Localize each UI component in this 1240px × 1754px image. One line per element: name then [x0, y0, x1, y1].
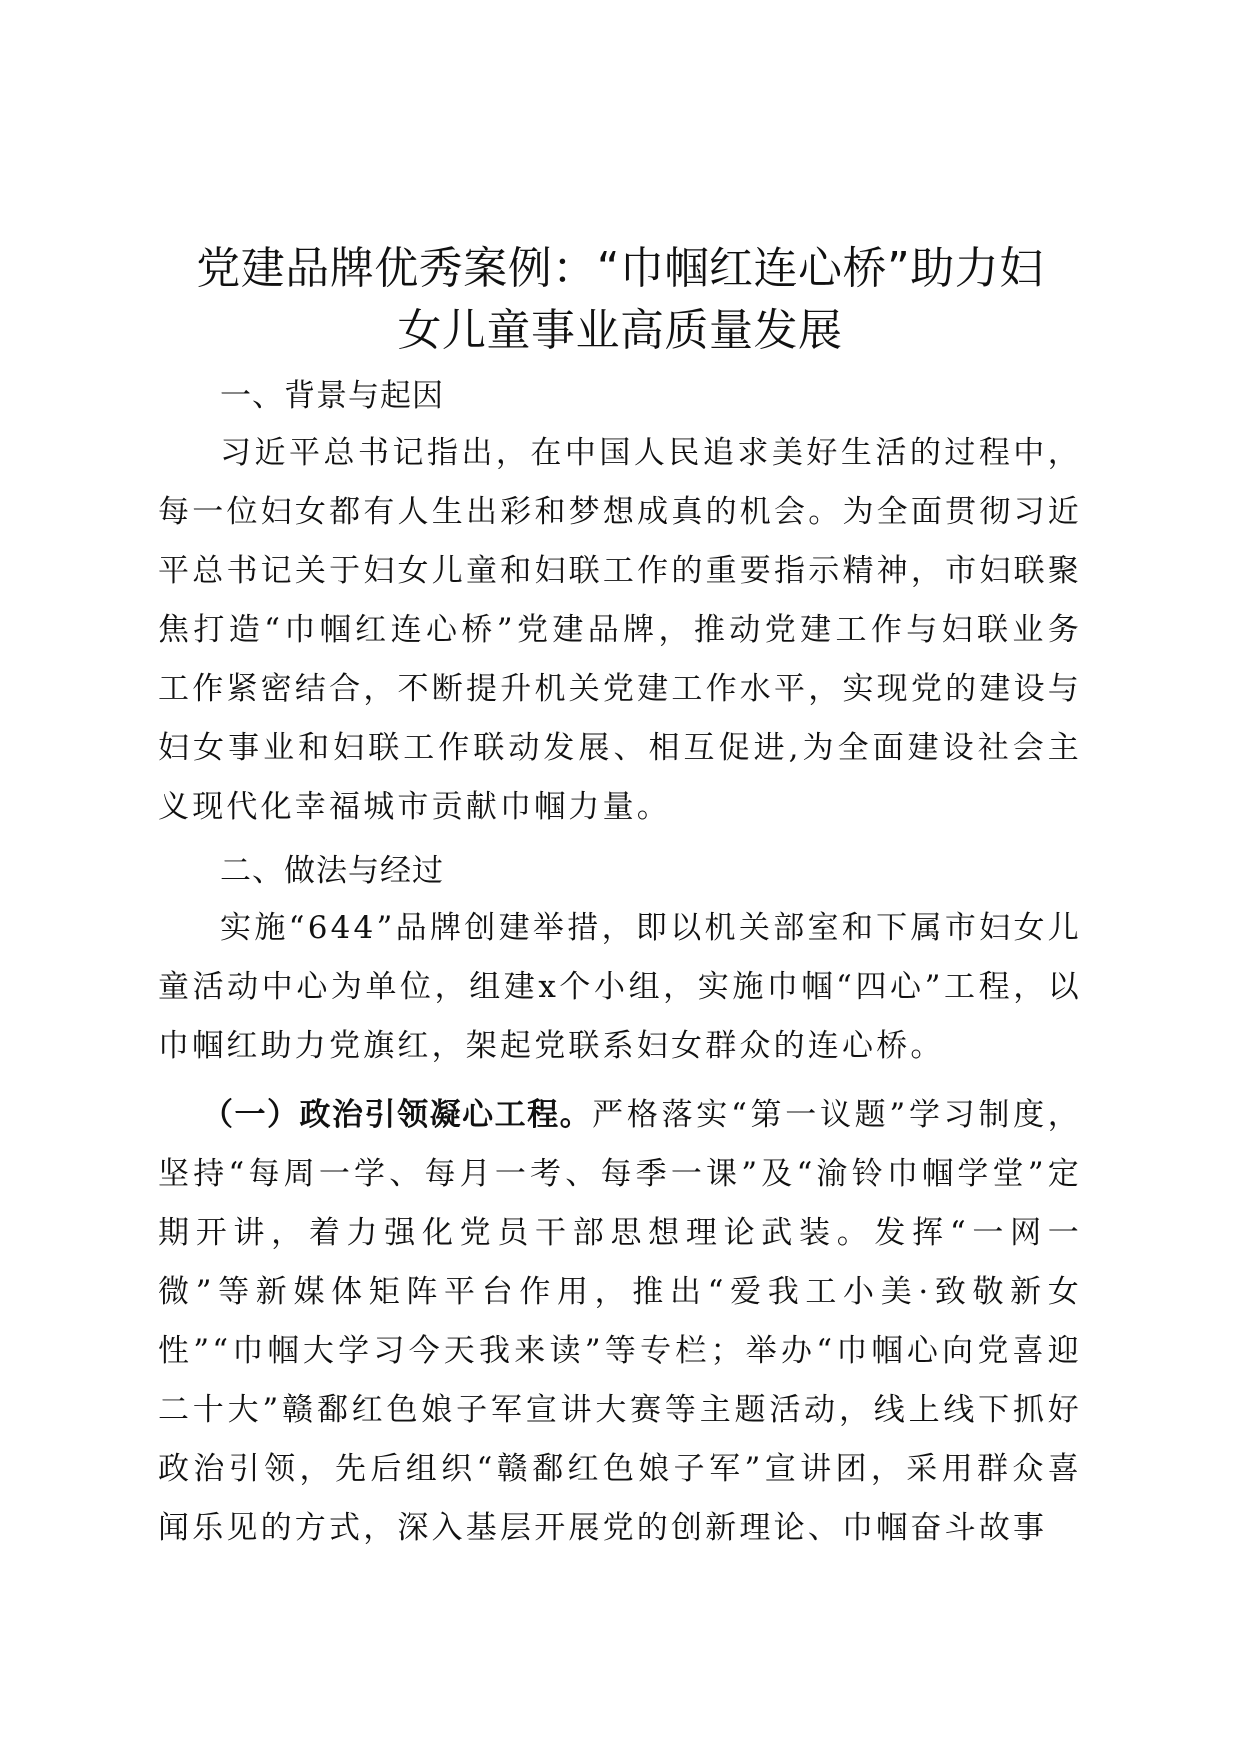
paragraph-political-guidance	[158, 1086, 1082, 1558]
paragraph-practice: 实施“644”品牌创建举措，即以机关部室和下属市妇女儿童活动中心为单位，组建x个小组，实施巾帼“四心”工程，以巾帼红助力党旗红，架起党联系妇女群众的连心桥。	[158, 910, 1082, 1064]
section-heading-practice: 二、做法与经过	[220, 853, 444, 889]
document-page	[158, 238, 1082, 1558]
title-line-2: 女儿童事业高质量发展	[397, 305, 843, 356]
subsection-text: 严格落实“第一议题”学习制度，坚持“每周一学、每月一考、每季一课”及“渝铃巾帼学堂”定期开讲，着力强化党员干部思想理论武装。发挥“一网一微”等新媒体矩阵平台作用，推出“爱我工小美·致敬新女性”“巾帼大学习今天我来读”等专栏；举办“巾帼心向党喜迎二十大”赣鄱红色娘子军宣讲大赛等主题活动，线上线下抓好政治引领，先后组织“赣鄱红色娘子军”宣讲团，采用群众喜闻乐见的方式，深入基层开展党的创新理论、巾帼奋斗故事	[158, 1097, 1082, 1546]
section-heading-background: 一、背景与起因	[220, 378, 444, 414]
paragraph-background: 习近平总书记指出，在中国人民追求美好生活的过程中，每一位妇女都有人生出彩和梦想成真的机会。为全面贯彻习近平总书记关于妇女儿童和妇联工作的重要指示精神，市妇联聚焦打造“巾帼红连心桥”党建品牌，推动党建工作与妇联业务工作紧密结合，不断提升机关党建工作水平，实现党的建设与妇女事业和妇联工作联动发展、相互促进,为全面建设社会主义现代化幸福城市贡献巾帼力量。	[158, 435, 1082, 825]
subsection-lead: （一）政治引领凝心工程。	[202, 1097, 593, 1133]
title-line-1: 党建品牌优秀案例：“巾帼红连心桥”助力妇	[196, 243, 1044, 294]
document-title	[158, 238, 1082, 362]
